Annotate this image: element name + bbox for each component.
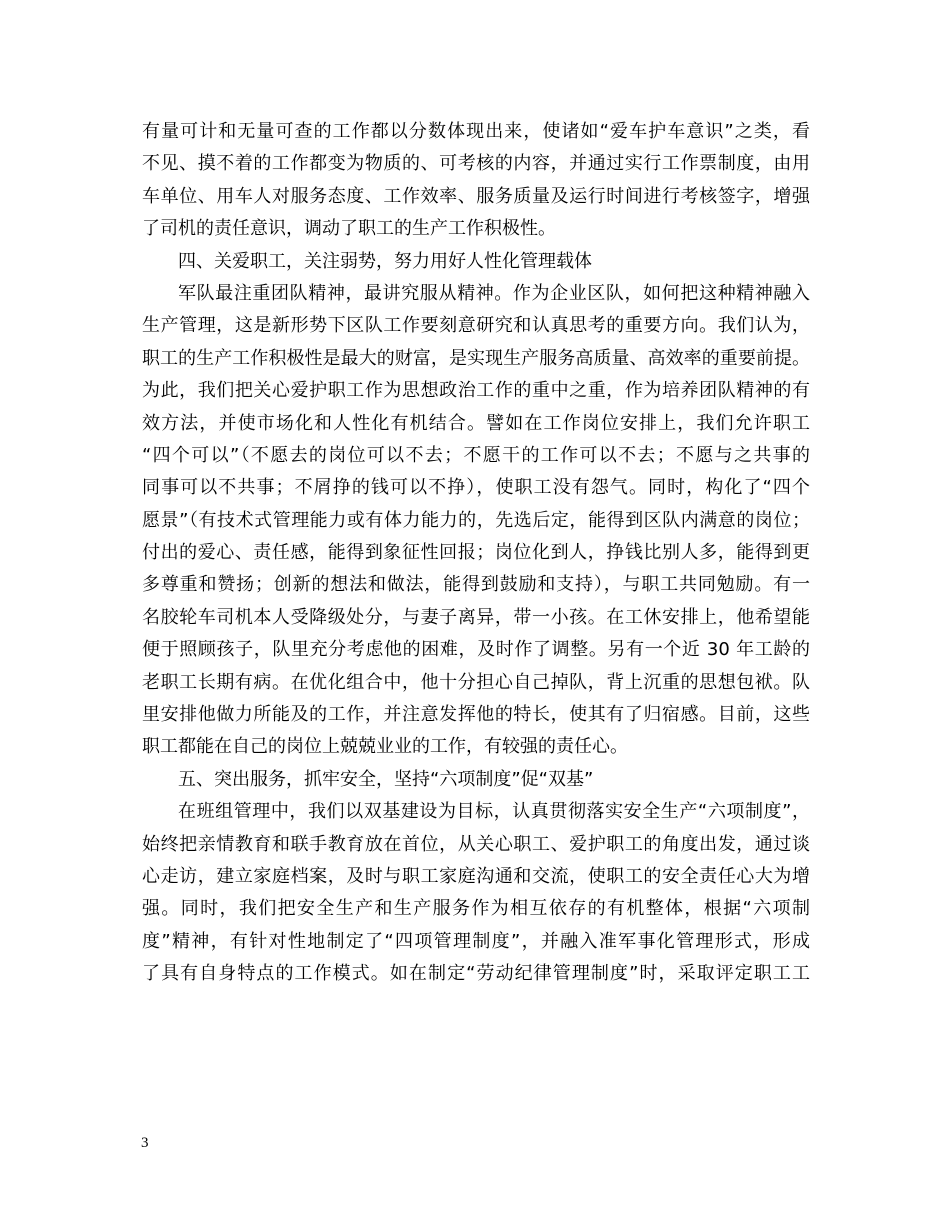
text-line: 里安排他做力所能及的工作，并注意发挥他的特长，使其有了归宿感。目前，这些: [142, 704, 810, 726]
text-line: 强。同时，我们把安全生产和生产服务作为相互依存的有机整体，根据“六项制: [142, 898, 810, 920]
text-line: 名胶轮车司机本人受降级处分，与妻子离异，带一小孩。在工休安排上，他希望能: [142, 606, 810, 628]
text-line: 心走访，建立家庭档案，及时与职工家庭沟通和交流，使职工的安全责任心大为增: [142, 865, 810, 887]
text-line: 了司机的责任意识，调动了职工的生产工作积极性。: [142, 218, 556, 240]
text-line: 始终把亲情教育和联手教育放在首位，从关心职工、爱护职工的角度出发，通过谈: [142, 833, 810, 855]
text-line: 生产管理，这是新形势下区队工作要刻意研究和认真思考的重要方向。我们认为，: [142, 315, 810, 337]
page-number: 3: [141, 1135, 149, 1151]
text-line: 职工的生产工作积极性是最大的财富，是实现生产服务高质量、高效率的重要前提。: [142, 347, 810, 369]
text-line: 不见、摸不着的工作都变为物质的、可考核的内容，并通过实行工作票制度，由用: [142, 153, 810, 175]
text-line: 度”精神，有针对性地制定了“四项管理制度”，并融入准军事化管理形式，形成: [142, 930, 810, 952]
text-line: 为此，我们把关心爱护职工作为思想政治工作的重中之重，作为培养团队精神的有: [142, 380, 810, 402]
text-line: 付出的爱心、责任感，能得到象征性回报；岗位化到人，挣钱比别人多，能得到更: [142, 542, 810, 564]
text-line: 同事可以不共事；不屑挣的钱可以不挣），使职工没有怨气。同时，构化了“四个: [142, 477, 810, 499]
text-line: 便于照顾孩子，队里充分考虑他的困难，及时作了调整。另有一个近 30 年工龄的: [142, 639, 810, 661]
text-line: 愿景”（有技术式管理能力或有体力能力的，先选后定，能得到区队内满意的岗位；: [142, 509, 810, 531]
body-text: [142, 116, 810, 991]
text-line: 职工都能在自己的岗位上兢兢业业的工作，有较强的责任心。: [142, 736, 628, 758]
text-line: 有量可计和无量可查的工作都以分数体现出来，使诸如“爱车护车意识”之类，看: [142, 121, 810, 142]
section-heading: 五、突出服务，抓牢安全，坚持“六项制度”促“双基”: [178, 768, 594, 790]
text-line: 车单位、用车人对服务态度、工作效率、服务质量及运行时间进行考核签字，增强: [142, 185, 810, 207]
text-line: 老职工长期有病。在优化组合中，他十分担心自己掉队，背上沉重的思想包袱。队: [142, 671, 810, 693]
section-heading: 四、关爱职工，关注弱势，努力用好人性化管理载体: [178, 250, 592, 272]
text-line: 效方法，并使市场化和人性化有机结合。譬如在工作岗位安排上，我们允许职工: [142, 412, 810, 434]
text-line: 在班组管理中，我们以双基建设为目标，认真贯彻落实安全生产“六项制度”，: [178, 801, 810, 823]
text-line: “四个可以”（不愿去的岗位可以不去；不愿干的工作可以不去；不愿与之共事的: [142, 444, 810, 466]
text-line: 了具有自身特点的工作模式。如在制定“劳动纪律管理制度”时，采取评定职工工: [142, 963, 810, 985]
text-line: 多尊重和赞扬；创新的想法和做法，能得到鼓励和支持），与职工共同勉励。有一: [142, 574, 810, 596]
text-line: 军队最注重团队精神，最讲究服从精神。作为企业区队，如何把这种精神融入: [178, 282, 810, 304]
